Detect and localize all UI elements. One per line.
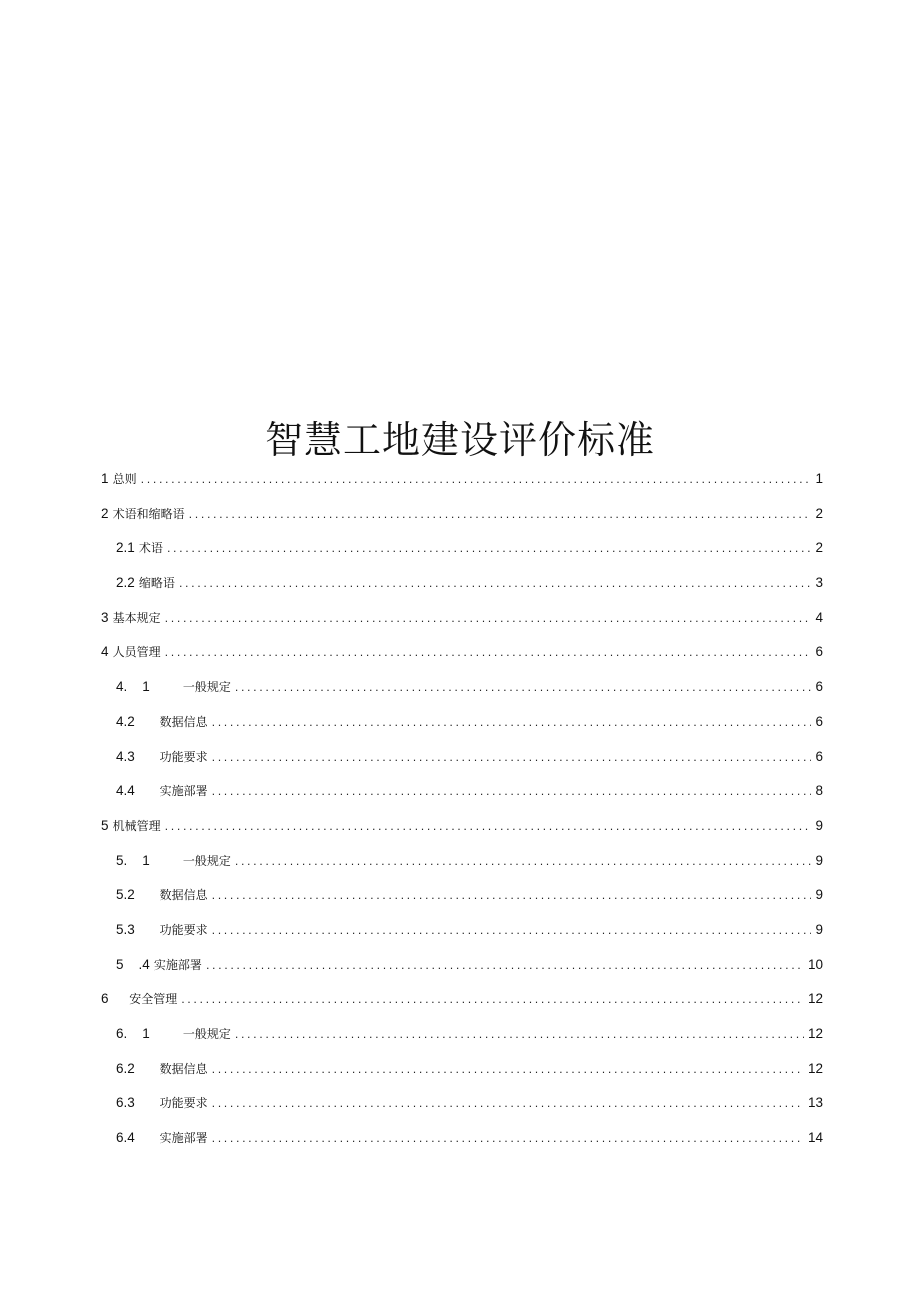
- toc-entry[interactable]: [101, 670, 823, 705]
- toc-entry-label: [101, 497, 185, 533]
- toc-entry[interactable]: [101, 913, 823, 948]
- toc-entry-title: 一般规定: [182, 853, 231, 868]
- toc-entry-label: [116, 948, 202, 984]
- toc-entry-gap: [135, 1096, 160, 1111]
- toc-entry-gap: [135, 923, 160, 938]
- toc-dot-leader: [212, 914, 812, 949]
- toc-entry-title: 实施部署: [153, 957, 202, 972]
- toc-entry-label: [116, 566, 175, 602]
- toc-entry-label: [116, 1121, 208, 1157]
- toc-entry[interactable]: [101, 844, 823, 879]
- toc-entry-number: 2.1: [116, 540, 135, 556]
- toc-page-number: 9: [815, 921, 823, 937]
- toc-entry-title: 数据信息: [159, 1061, 208, 1076]
- toc-page-number: 13: [807, 1095, 823, 1111]
- toc-entry-number: 4: [101, 644, 109, 660]
- toc-entry-number: 5.3: [116, 921, 135, 937]
- toc-entry-title: 功能要求: [159, 922, 208, 937]
- toc-entry-label: [116, 705, 208, 741]
- toc-page-number: 6: [815, 644, 823, 660]
- toc-entry-label: [101, 601, 161, 637]
- toc-entry[interactable]: [101, 531, 823, 566]
- toc-entry[interactable]: [101, 982, 823, 1017]
- toc-dot-leader: [235, 845, 812, 880]
- toc-entry[interactable]: [101, 878, 823, 913]
- toc-entry-number: 5. 1: [116, 852, 150, 868]
- toc-entry-title: 人员管理: [112, 645, 161, 660]
- toc-entry[interactable]: [101, 566, 823, 601]
- toc-entry-title: 实施部署: [159, 1131, 208, 1146]
- toc-entry[interactable]: [101, 462, 823, 497]
- toc-dot-leader: [212, 775, 812, 810]
- toc-dot-leader: [212, 879, 812, 914]
- toc-entry-label: [101, 809, 161, 845]
- toc-entry-title: 缩略语: [138, 576, 175, 591]
- toc-entry-number: 5: [101, 817, 109, 833]
- document-title: 智慧工地建设评价标准: [264, 418, 655, 462]
- toc-dot-leader: [165, 810, 812, 845]
- toc-entry-label: [116, 670, 231, 706]
- toc-entry-title: 数据信息: [159, 888, 208, 903]
- toc-entry-number: 6.4: [116, 1130, 135, 1146]
- toc-entry-label: [101, 635, 161, 671]
- toc-entry-gap: [135, 715, 160, 730]
- toc-entry-title: 功能要求: [159, 749, 208, 764]
- toc-entry-label: [101, 462, 137, 498]
- toc-entry[interactable]: [101, 809, 823, 844]
- toc-entry-number: 4. 1: [116, 679, 150, 695]
- toc-page-number: 12: [807, 1060, 823, 1076]
- toc-entry-number: 1: [101, 471, 109, 486]
- toc-entry-number: 2.2: [116, 575, 135, 591]
- toc-dot-leader: [212, 706, 812, 741]
- toc-entry-title: 安全管理: [129, 992, 178, 1007]
- toc-entry-title: 一般规定: [182, 680, 231, 695]
- toc-entry[interactable]: [101, 497, 823, 532]
- toc-entry-number: 3: [101, 609, 109, 625]
- toc-entry-title: 基本规定: [112, 610, 161, 625]
- toc-entry[interactable]: [101, 948, 823, 983]
- toc-entry-title: 术语和缩略语: [112, 506, 185, 521]
- toc-page-number: 1: [815, 471, 823, 486]
- toc-page-number: 6: [815, 748, 823, 764]
- toc-entry-gap: [135, 1131, 160, 1146]
- toc-entry[interactable]: [101, 1052, 823, 1087]
- toc-entry-gap: [135, 750, 160, 765]
- toc-entry-number: 4.4: [116, 783, 135, 799]
- toc-entry-title: 机械管理: [112, 818, 161, 833]
- toc-dot-leader: [235, 1018, 804, 1053]
- toc-entry-gap: [135, 784, 160, 799]
- toc-entry-number: 6.3: [116, 1095, 135, 1111]
- toc-entry[interactable]: [101, 601, 823, 636]
- toc-entry[interactable]: [101, 740, 823, 775]
- toc-entry-number: 4.2: [116, 713, 135, 729]
- toc-entry-label: [116, 740, 208, 776]
- toc-entry-label: [116, 531, 163, 567]
- toc-entry-label: [116, 774, 208, 810]
- toc-entry-number: 5.2: [116, 887, 135, 903]
- toc-entry-label: [116, 844, 231, 880]
- toc-entry-title: 实施部署: [159, 784, 208, 799]
- toc-entry-gap: [150, 1027, 183, 1042]
- toc-page-number: 9: [815, 852, 823, 868]
- toc-entry-number: 6.2: [116, 1060, 135, 1076]
- toc-entry[interactable]: [101, 1017, 823, 1052]
- toc-page-number: 4: [815, 609, 823, 625]
- toc-dot-leader: [165, 602, 812, 637]
- toc-entry-label: [116, 1052, 208, 1088]
- toc-entry[interactable]: [101, 635, 823, 670]
- toc-entry-title: 数据信息: [159, 714, 208, 729]
- toc-entry-label: [116, 878, 208, 914]
- toc-entry-number: 2: [101, 505, 109, 521]
- toc-entry-title: 总则: [112, 472, 137, 486]
- toc-page-number: 12: [807, 991, 823, 1007]
- toc-entry[interactable]: [101, 774, 823, 809]
- toc-page-number: 2: [815, 505, 823, 521]
- toc-entry-gap: [150, 854, 183, 869]
- toc-entry-title: 一般规定: [182, 1027, 231, 1041]
- toc-page-number: 2: [815, 540, 823, 556]
- toc-page-number: 9: [815, 887, 823, 903]
- toc-dot-leader: [212, 1053, 804, 1088]
- toc-entry[interactable]: [101, 705, 823, 740]
- toc-entry-label: [116, 913, 208, 949]
- toc-entry-label: [116, 1086, 208, 1122]
- toc-page-number: 12: [807, 1026, 823, 1041]
- toc-entry-label: [101, 982, 177, 1018]
- toc-entry-title: 术语: [138, 541, 163, 556]
- toc-entry-label: [116, 1017, 231, 1053]
- toc-entry-gap: [135, 1062, 160, 1077]
- toc-page-number: 6: [815, 679, 823, 695]
- toc-dot-leader: [167, 532, 812, 567]
- toc-dot-leader: [189, 498, 812, 533]
- toc-page-number: 14: [807, 1130, 823, 1146]
- toc-entry-gap: [150, 680, 183, 695]
- toc-entry-number: 5 .4: [116, 956, 150, 972]
- toc-entry-number: 4.3: [116, 748, 135, 764]
- toc-dot-leader: [212, 741, 812, 776]
- toc-page-number: 6: [815, 713, 823, 729]
- toc-page-number: 3: [815, 575, 823, 591]
- toc-entry-gap: [135, 888, 160, 903]
- toc-entry-gap: [109, 992, 130, 1007]
- toc-dot-leader: [206, 949, 804, 984]
- toc-dot-leader: [212, 1087, 804, 1122]
- toc-dot-leader: [179, 567, 812, 602]
- toc-entry[interactable]: [101, 1086, 823, 1121]
- toc-entry[interactable]: [101, 1121, 823, 1156]
- toc-entry-title: 功能要求: [159, 1096, 208, 1111]
- toc-page-number: 8: [815, 783, 823, 799]
- toc-page-number: 9: [815, 817, 823, 833]
- toc-dot-leader: [181, 983, 804, 1018]
- toc-dot-leader: [212, 1122, 804, 1157]
- toc-page-number: 10: [807, 956, 823, 972]
- toc-dot-leader: [141, 463, 812, 498]
- toc-dot-leader: [165, 636, 812, 671]
- table-of-contents: [101, 462, 823, 1156]
- toc-entry-number: 6. 1: [116, 1026, 150, 1041]
- toc-dot-leader: [235, 671, 812, 706]
- toc-entry-number: 6: [101, 991, 109, 1007]
